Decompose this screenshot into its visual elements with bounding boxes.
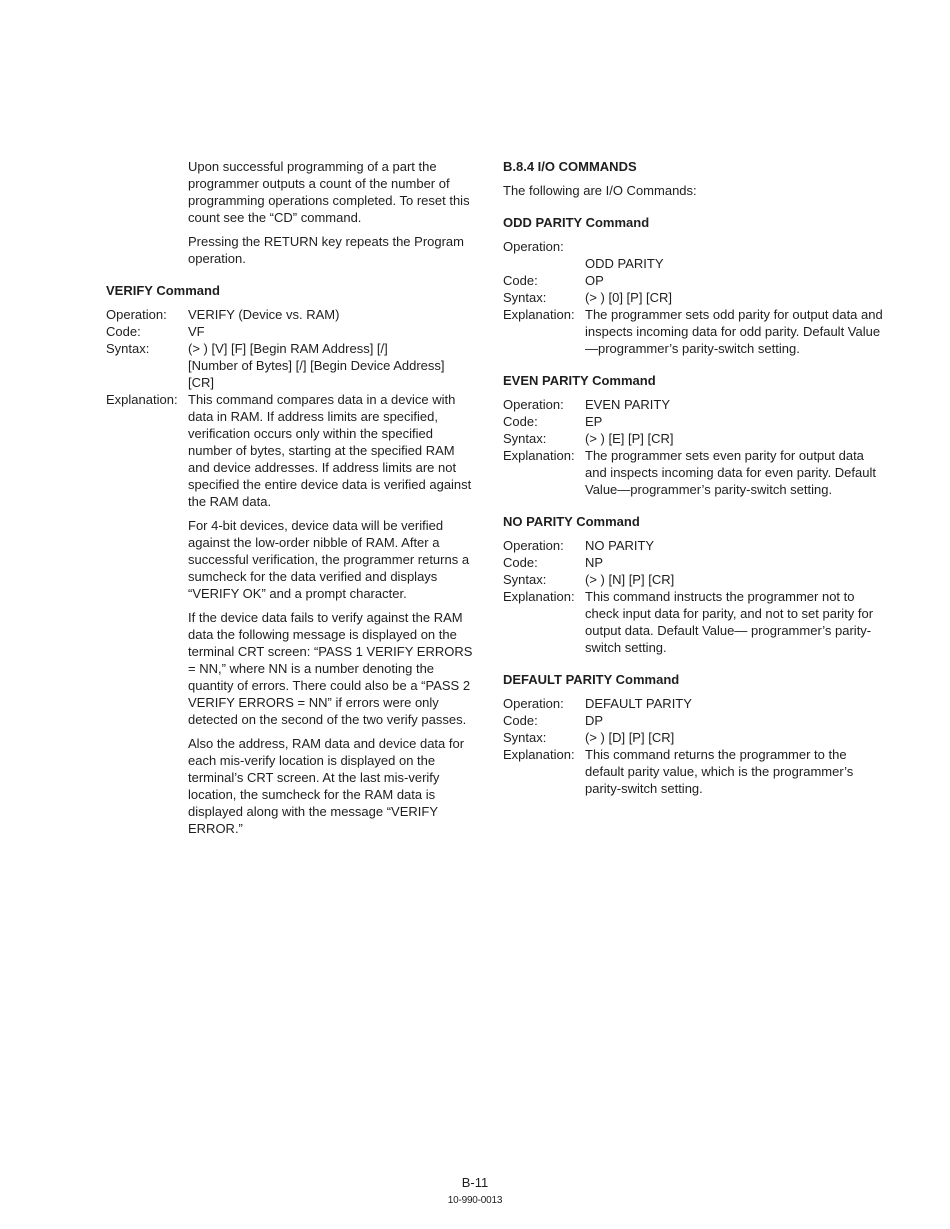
operation-value: EVEN PARITY [585, 397, 671, 412]
none-explanation-row [503, 588, 883, 656]
code-value: NP [585, 555, 604, 570]
syntax-value: (> ) [N] [P] [CR] [585, 572, 675, 587]
operation-label: Operation: [503, 538, 564, 553]
syntax-line: [CR] [188, 375, 214, 390]
even-syntax-row [503, 430, 883, 447]
explanation-label: Explanation: [503, 589, 575, 604]
syntax-label: Syntax: [503, 290, 547, 305]
section-intro: The following are I/O Commands: [503, 183, 697, 198]
code-label: Code: [503, 555, 538, 570]
default-parity-heading: DEFAULT PARITY Command [503, 672, 680, 687]
code-label: Code: [503, 414, 538, 429]
explanation-value: This command instructs the programmer not to check input data for parity, and not to set parity for output data. Default Value— programmer’s parity-switch setting. [585, 589, 874, 655]
page-number: B-11 [461, 1175, 489, 1190]
verify-details [106, 517, 476, 837]
even-parity-heading: EVEN PARITY Command [503, 373, 656, 388]
default-explanation-row [503, 746, 883, 797]
odd-operation-value: ODD PARITY [585, 256, 664, 271]
default-operation-row [503, 695, 883, 712]
syntax-label: Syntax: [503, 572, 547, 587]
syntax-line: (> ) [V] [F] [Begin RAM Address] [/] [188, 341, 388, 356]
verify-operation-row [106, 306, 476, 323]
document-number: 10-990-0013 [447, 1195, 503, 1206]
intro-paragraph: Pressing the RETURN key repeats the Program operation. [188, 234, 464, 266]
odd-operation-label: Operation: [503, 239, 564, 254]
even-code-row [503, 413, 883, 430]
code-value: DP [585, 713, 604, 728]
no-parity-heading: NO PARITY Command [503, 514, 640, 529]
operation-value: NO PARITY [585, 538, 655, 553]
explanation-value: This command compares data in a device with data in RAM. If address limits are specified, verification occurs only within the specified number of bytes, starting at the specified RAM and device addresses. If address limits are not specified the entire device data is verified against the RAM data. [188, 392, 472, 509]
syntax-line: [Number of Bytes] [/] [Begin Device Address] [188, 358, 445, 373]
explanation-label: Explanation: [106, 392, 178, 407]
code-value: VF [188, 324, 205, 339]
odd-code-row [503, 272, 883, 289]
code-value: OP [585, 273, 604, 288]
odd-parity-heading: ODD PARITY Command [503, 215, 650, 230]
explanation-label: Explanation: [503, 307, 575, 322]
operation-label: Operation: [503, 696, 564, 711]
operation-label: Operation: [503, 397, 564, 412]
explanation-value: The programmer sets even parity for output data and inspects incoming data for even parity. Default Value—programmer’s parity-switch setting. [585, 448, 876, 497]
default-code-row [503, 712, 883, 729]
syntax-value: (> ) [0] [P] [CR] [585, 290, 673, 305]
verify-code-row [106, 323, 476, 340]
syntax-label: Syntax: [106, 341, 150, 356]
operation-value: VERIFY (Device vs. RAM) [188, 307, 340, 322]
code-label: Code: [503, 273, 538, 288]
even-explanation-row [503, 447, 883, 498]
verify-explanation-row [106, 391, 476, 510]
default-syntax-row [503, 729, 883, 746]
none-operation-row [503, 537, 883, 554]
verify-paragraph: If the device data fails to verify against the RAM data the following message is displayed on the terminal CRT screen: “PASS 1 VERIFY ERRORS = NN,” where NN is a number denoting the quantity of errors. There could also be a “PASS 2 VERIFY ERRORS = NN” if errors were only detected on the second of the two verify passes. [188, 610, 473, 727]
right-column [503, 158, 883, 797]
odd-syntax-row [503, 289, 883, 306]
syntax-label: Syntax: [503, 730, 547, 745]
explanation-value: The programmer sets odd parity for output data and inspects incoming data for odd parity. Default Value—programmer’s parity-switch setting. [585, 307, 883, 356]
verify-command-heading: VERIFY Command [106, 283, 220, 298]
left-column [106, 158, 476, 844]
syntax-value: (> ) [E] [P] [CR] [585, 431, 674, 446]
code-value: EP [585, 414, 603, 429]
intro-paragraph: Upon successful programming of a part the programmer outputs a count of the number of programming operations completed. To reset this count see the “CD” command. [188, 159, 470, 225]
even-operation-row [503, 396, 883, 413]
verify-paragraph: Also the address, RAM data and device data for each mis-verify location is displayed on the terminal’s CRT screen. At the last mis-verify location, the sumcheck for the RAM data is displayed along with the message “VERIFY ERROR.” [188, 736, 465, 836]
syntax-value: (> ) [D] [P] [CR] [585, 730, 675, 745]
operation-value: DEFAULT PARITY [585, 696, 692, 711]
section-heading: B.8.4 I/O COMMANDS [503, 159, 637, 174]
syntax-value [188, 340, 476, 391]
none-code-row [503, 554, 883, 571]
odd-explanation-row [503, 306, 883, 357]
code-label: Code: [503, 713, 538, 728]
verify-syntax-row [106, 340, 476, 391]
explanation-value: This command returns the programmer to the default parity value, which is the programmer’s parity-switch setting. [585, 747, 854, 796]
explanation-label: Explanation: [503, 448, 575, 463]
none-syntax-row [503, 571, 883, 588]
verify-paragraph: For 4-bit devices, device data will be verified against the low-order nibble of RAM. After a successful verification, the programmer returns a sumcheck for the data verified and displays “VERIFY OK” and a prompt character. [188, 518, 470, 601]
intro-block [106, 158, 476, 267]
syntax-label: Syntax: [503, 431, 547, 446]
code-label: Code: [106, 324, 141, 339]
operation-label: Operation: [106, 307, 167, 322]
explanation-label: Explanation: [503, 747, 575, 762]
